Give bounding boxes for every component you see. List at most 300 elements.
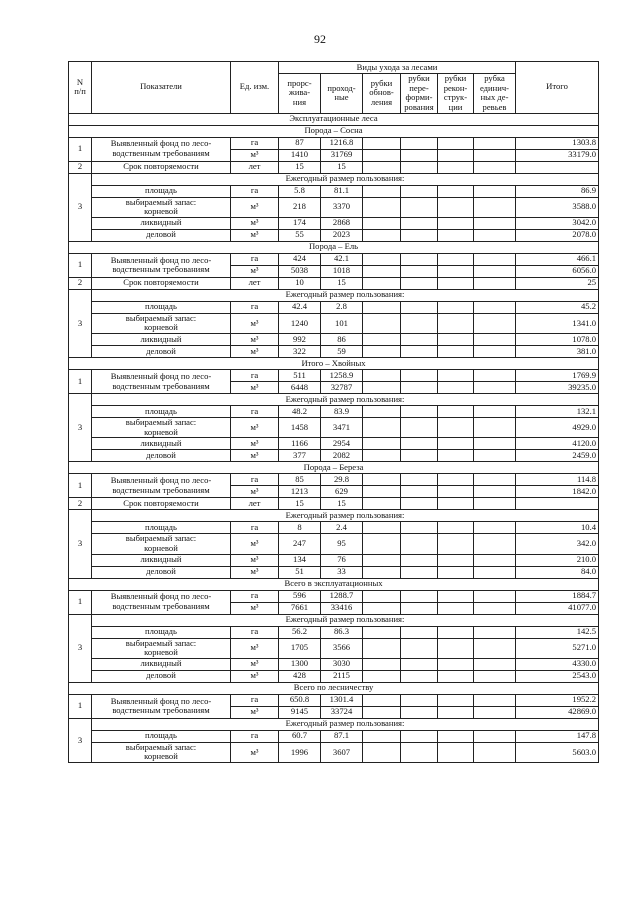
indicator-label: деловой: [92, 670, 231, 682]
value-cell: [438, 149, 474, 161]
annual-row: [69, 185, 599, 197]
indicator-label: выбираемый запас: корневой: [92, 638, 231, 658]
total-cell: 142.5: [516, 626, 599, 638]
total-cell: 6056.0: [516, 265, 599, 277]
value-cell: [474, 137, 516, 149]
unit-cell: м³: [231, 197, 279, 217]
value-cell: [363, 277, 401, 289]
value-cell: [474, 253, 516, 265]
value-cell: [474, 313, 516, 333]
value-cell: [363, 229, 401, 241]
total-cell: 5603.0: [516, 742, 599, 762]
value-cell: 2954: [321, 438, 363, 450]
value-cell: [363, 730, 401, 742]
value-cell: [363, 301, 401, 313]
value-cell: [438, 450, 474, 462]
value-cell: [363, 602, 401, 614]
annual-row: [69, 418, 599, 438]
total-cell: 1884.7: [516, 590, 599, 602]
total-cell: 147.8: [516, 730, 599, 742]
unit-cell: м³: [231, 670, 279, 682]
value-cell: 95: [321, 534, 363, 554]
value-cell: 76: [321, 554, 363, 566]
value-cell: 3370: [321, 197, 363, 217]
value-cell: [401, 217, 438, 229]
value-cell: [363, 742, 401, 762]
row-num: 1: [69, 590, 92, 614]
total-cell: 1952.2: [516, 694, 599, 706]
value-cell: 6448: [279, 382, 321, 394]
value-cell: 1166: [279, 438, 321, 450]
row-num: 1: [69, 474, 92, 498]
unit-cell: га: [231, 626, 279, 638]
value-cell: [363, 313, 401, 333]
value-cell: 85: [279, 474, 321, 486]
value-cell: [438, 742, 474, 762]
value-cell: [363, 638, 401, 658]
row-num: 3: [69, 718, 92, 762]
value-cell: 32787: [321, 382, 363, 394]
period-row: [69, 161, 599, 173]
annual-row: [69, 670, 599, 682]
value-cell: [363, 438, 401, 450]
value-cell: [438, 197, 474, 217]
total-cell: 114.8: [516, 474, 599, 486]
total-cell: 4120.0: [516, 438, 599, 450]
total-cell: [516, 161, 599, 173]
value-cell: [363, 534, 401, 554]
value-cell: [438, 554, 474, 566]
value-cell: [401, 498, 438, 510]
unit-cell: лет: [231, 161, 279, 173]
value-cell: 42.1: [321, 253, 363, 265]
value-cell: [401, 382, 438, 394]
header-single: рубка единич- ных де- ревьев: [474, 74, 516, 114]
unit-cell: га: [231, 253, 279, 265]
value-cell: [474, 149, 516, 161]
total-cell: 342.0: [516, 534, 599, 554]
header-indicators: Показатели: [92, 62, 231, 114]
value-cell: 2082: [321, 450, 363, 462]
row-num: 3: [69, 510, 92, 578]
unit-cell: м³: [231, 313, 279, 333]
value-cell: [438, 522, 474, 534]
value-cell: [363, 694, 401, 706]
value-cell: [474, 265, 516, 277]
section-title-row-label: Итого – Хвойных: [69, 358, 599, 370]
value-cell: [401, 590, 438, 602]
unit-cell: га: [231, 522, 279, 534]
value-cell: [363, 137, 401, 149]
value-cell: [363, 522, 401, 534]
total-cell: 1078.0: [516, 334, 599, 346]
fund-label: Выявленный фонд по лесо- водственным требованиям: [92, 590, 231, 614]
value-cell: [363, 554, 401, 566]
value-cell: 322: [279, 346, 321, 358]
annual-label: Ежегодный размер пользования:: [92, 173, 599, 185]
value-cell: 29.8: [321, 474, 363, 486]
value-cell: 2023: [321, 229, 363, 241]
value-cell: 51: [279, 566, 321, 578]
value-cell: 15: [279, 161, 321, 173]
value-cell: [401, 229, 438, 241]
indicator-label: площадь: [92, 185, 231, 197]
value-cell: [438, 658, 474, 670]
header-num: N п/п: [69, 62, 92, 114]
value-cell: [401, 566, 438, 578]
value-cell: 33724: [321, 706, 363, 718]
value-cell: [438, 566, 474, 578]
section-title-row: [69, 125, 599, 137]
value-cell: 56.2: [279, 626, 321, 638]
unit-cell: м³: [231, 706, 279, 718]
value-cell: [401, 346, 438, 358]
total-cell: 2078.0: [516, 229, 599, 241]
value-cell: [401, 474, 438, 486]
unit-cell: м³: [231, 450, 279, 462]
value-cell: 101: [321, 313, 363, 333]
value-cell: 7661: [279, 602, 321, 614]
indicator-label: площадь: [92, 406, 231, 418]
row-num: 2: [69, 277, 92, 289]
fund-row: [69, 694, 599, 706]
value-cell: 42.4: [279, 301, 321, 313]
header-renewal: рубки обнов- ления: [363, 74, 401, 114]
value-cell: [438, 217, 474, 229]
section-title-row: [69, 682, 599, 694]
value-cell: [363, 185, 401, 197]
value-cell: [474, 522, 516, 534]
section-title-row-label: Всего по лесничеству: [69, 682, 599, 694]
fund-row: [69, 370, 599, 382]
value-cell: 8: [279, 522, 321, 534]
value-cell: [401, 137, 438, 149]
value-cell: [474, 418, 516, 438]
annual-header-row: [69, 718, 599, 730]
value-cell: [363, 418, 401, 438]
annual-header-row: [69, 614, 599, 626]
total-cell: 381.0: [516, 346, 599, 358]
value-cell: 2.4: [321, 522, 363, 534]
value-cell: 174: [279, 217, 321, 229]
value-cell: 33: [321, 566, 363, 578]
unit-cell: га: [231, 694, 279, 706]
row-num: 1: [69, 370, 92, 394]
value-cell: [363, 670, 401, 682]
header-row: [69, 62, 599, 74]
value-cell: [401, 626, 438, 638]
indicator-label: деловой: [92, 450, 231, 462]
row-num: 2: [69, 161, 92, 173]
value-cell: [474, 229, 516, 241]
value-cell: 1240: [279, 313, 321, 333]
unit-cell: га: [231, 137, 279, 149]
section-title-row-label: Порода – Сосна: [69, 125, 599, 137]
value-cell: [363, 486, 401, 498]
indicator-label: деловой: [92, 346, 231, 358]
unit-cell: м³: [231, 265, 279, 277]
annual-row: [69, 658, 599, 670]
section-title-row: [69, 578, 599, 590]
value-cell: [438, 137, 474, 149]
value-cell: [401, 658, 438, 670]
value-cell: 1213: [279, 486, 321, 498]
total-cell: 25: [516, 277, 599, 289]
annual-label: Ежегодный размер пользования:: [92, 614, 599, 626]
annual-row: [69, 566, 599, 578]
header-passage: проход- ные: [321, 74, 363, 114]
value-cell: [401, 638, 438, 658]
value-cell: 15: [279, 498, 321, 510]
value-cell: [438, 590, 474, 602]
value-cell: [401, 334, 438, 346]
row-num: 3: [69, 614, 92, 682]
value-cell: 424: [279, 253, 321, 265]
value-cell: [474, 706, 516, 718]
value-cell: 3607: [321, 742, 363, 762]
value-cell: [401, 554, 438, 566]
value-cell: [401, 301, 438, 313]
value-cell: 2.8: [321, 301, 363, 313]
value-cell: 87: [279, 137, 321, 149]
value-cell: [474, 486, 516, 498]
annual-row: [69, 217, 599, 229]
total-cell: [516, 498, 599, 510]
value-cell: [401, 265, 438, 277]
unit-cell: м³: [231, 334, 279, 346]
value-cell: [401, 149, 438, 161]
value-cell: [474, 694, 516, 706]
row-num: 1: [69, 253, 92, 277]
value-cell: [474, 626, 516, 638]
value-cell: [438, 334, 474, 346]
value-cell: 55: [279, 229, 321, 241]
value-cell: 33416: [321, 602, 363, 614]
row-num: 2: [69, 498, 92, 510]
value-cell: 3566: [321, 638, 363, 658]
indicator-label: выбираемый запас: корневой: [92, 742, 231, 762]
annual-row: [69, 730, 599, 742]
value-cell: [438, 382, 474, 394]
value-cell: [401, 438, 438, 450]
indicator-label: выбираемый запас: корневой: [92, 313, 231, 333]
value-cell: [363, 161, 401, 173]
value-cell: [438, 438, 474, 450]
value-cell: 3030: [321, 658, 363, 670]
value-cell: 1216.8: [321, 137, 363, 149]
value-cell: 2115: [321, 670, 363, 682]
value-cell: [474, 534, 516, 554]
value-cell: [474, 217, 516, 229]
total-cell: 3042.0: [516, 217, 599, 229]
value-cell: [438, 313, 474, 333]
unit-cell: лет: [231, 277, 279, 289]
total-cell: 2543.0: [516, 670, 599, 682]
value-cell: [401, 450, 438, 462]
value-cell: [438, 602, 474, 614]
value-cell: [474, 450, 516, 462]
fund-row: [69, 590, 599, 602]
value-cell: [474, 370, 516, 382]
value-cell: 596: [279, 590, 321, 602]
value-cell: [363, 566, 401, 578]
unit-cell: м³: [231, 418, 279, 438]
value-cell: [363, 474, 401, 486]
value-cell: 247: [279, 534, 321, 554]
annual-label: Ежегодный размер пользования:: [92, 394, 599, 406]
value-cell: [363, 197, 401, 217]
header-total: Итого: [516, 62, 599, 114]
value-cell: 9145: [279, 706, 321, 718]
value-cell: [363, 217, 401, 229]
indicator-label: ликвидный: [92, 554, 231, 566]
value-cell: [438, 638, 474, 658]
value-cell: 83.9: [321, 406, 363, 418]
value-cell: [474, 346, 516, 358]
header-care-types: Виды ухода за лесами: [279, 62, 516, 74]
value-cell: [438, 626, 474, 638]
row-num: 1: [69, 694, 92, 718]
total-cell: 210.0: [516, 554, 599, 566]
value-cell: [401, 534, 438, 554]
value-cell: [438, 229, 474, 241]
value-cell: [438, 730, 474, 742]
indicator-label: выбираемый запас: корневой: [92, 534, 231, 554]
value-cell: 86.3: [321, 626, 363, 638]
value-cell: 1996: [279, 742, 321, 762]
value-cell: 31769: [321, 149, 363, 161]
fund-label: Выявленный фонд по лесо- водственным требованиям: [92, 694, 231, 718]
value-cell: [363, 370, 401, 382]
value-cell: 10: [279, 277, 321, 289]
value-cell: 511: [279, 370, 321, 382]
value-cell: 134: [279, 554, 321, 566]
value-cell: [438, 406, 474, 418]
period-label: Срок повторяемости: [92, 498, 231, 510]
indicator-label: ликвидный: [92, 438, 231, 450]
value-cell: 5.8: [279, 185, 321, 197]
value-cell: 1258.9: [321, 370, 363, 382]
indicator-label: площадь: [92, 301, 231, 313]
value-cell: 86: [321, 334, 363, 346]
value-cell: 377: [279, 450, 321, 462]
fund-row: [69, 474, 599, 486]
section-title-row: [69, 358, 599, 370]
value-cell: [474, 498, 516, 510]
value-cell: [438, 301, 474, 313]
value-cell: [474, 474, 516, 486]
total-cell: 4929.0: [516, 418, 599, 438]
value-cell: [363, 253, 401, 265]
header-unit: Ед. изм.: [231, 62, 279, 114]
value-cell: 1301.4: [321, 694, 363, 706]
unit-cell: м³: [231, 217, 279, 229]
annual-label: Ежегодный размер пользования:: [92, 510, 599, 522]
value-cell: [438, 486, 474, 498]
period-row: [69, 277, 599, 289]
total-cell: 1303.8: [516, 137, 599, 149]
value-cell: [438, 277, 474, 289]
section-title-row-label: Порода – Береза: [69, 462, 599, 474]
unit-cell: м³: [231, 438, 279, 450]
unit-cell: га: [231, 185, 279, 197]
value-cell: [401, 313, 438, 333]
value-cell: [474, 197, 516, 217]
annual-row: [69, 229, 599, 241]
value-cell: [401, 418, 438, 438]
value-cell: 60.7: [279, 730, 321, 742]
value-cell: 1288.7: [321, 590, 363, 602]
value-cell: [474, 638, 516, 658]
value-cell: [401, 602, 438, 614]
value-cell: [363, 406, 401, 418]
annual-label: Ежегодный размер пользования:: [92, 289, 599, 301]
value-cell: [401, 161, 438, 173]
value-cell: [363, 498, 401, 510]
value-cell: [363, 382, 401, 394]
annual-row: [69, 638, 599, 658]
annual-row: [69, 450, 599, 462]
category-row: [69, 113, 599, 125]
value-cell: 1705: [279, 638, 321, 658]
unit-cell: м³: [231, 554, 279, 566]
value-cell: [474, 670, 516, 682]
category-row-label: Эксплуатационные леса: [69, 113, 599, 125]
value-cell: [438, 694, 474, 706]
unit-cell: га: [231, 370, 279, 382]
unit-cell: га: [231, 406, 279, 418]
period-row: [69, 498, 599, 510]
unit-cell: м³: [231, 149, 279, 161]
unit-cell: м³: [231, 486, 279, 498]
value-cell: 5038: [279, 265, 321, 277]
value-cell: [363, 706, 401, 718]
fund-label: Выявленный фонд по лесо- водственным требованиям: [92, 253, 231, 277]
value-cell: [401, 670, 438, 682]
fund-label: Выявленный фонд по лесо- водственным требованиям: [92, 137, 231, 161]
row-num: 3: [69, 289, 92, 357]
value-cell: [363, 346, 401, 358]
value-cell: [474, 185, 516, 197]
value-cell: [474, 590, 516, 602]
value-cell: [438, 370, 474, 382]
value-cell: [401, 522, 438, 534]
value-cell: [401, 486, 438, 498]
annual-row: [69, 438, 599, 450]
unit-cell: м³: [231, 534, 279, 554]
value-cell: 1018: [321, 265, 363, 277]
unit-cell: м³: [231, 602, 279, 614]
total-cell: 1769.9: [516, 370, 599, 382]
annual-row: [69, 554, 599, 566]
value-cell: 1458: [279, 418, 321, 438]
value-cell: [363, 626, 401, 638]
value-cell: [438, 474, 474, 486]
total-cell: 1842.0: [516, 486, 599, 498]
total-cell: 33179.0: [516, 149, 599, 161]
value-cell: [474, 406, 516, 418]
value-cell: [363, 590, 401, 602]
annual-header-row: [69, 289, 599, 301]
section-title-row-label: Порода – Ель: [69, 241, 599, 253]
indicator-label: деловой: [92, 566, 231, 578]
value-cell: 15: [321, 277, 363, 289]
total-cell: 86.9: [516, 185, 599, 197]
value-cell: 428: [279, 670, 321, 682]
section-title-row: [69, 462, 599, 474]
total-cell: 84.0: [516, 566, 599, 578]
fund-row: [69, 253, 599, 265]
